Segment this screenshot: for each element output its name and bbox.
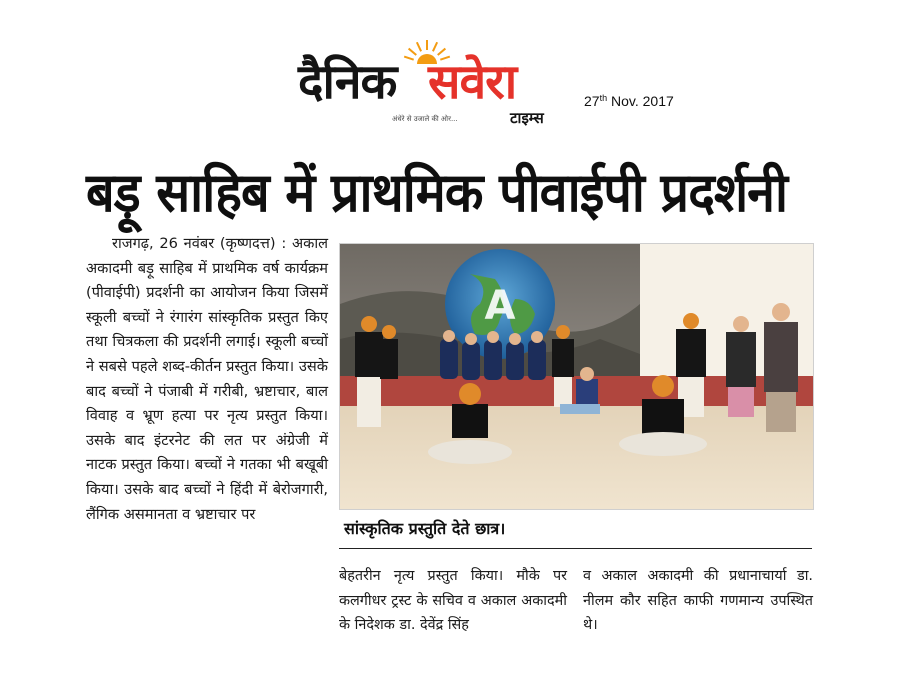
article-column-right <box>583 564 813 638</box>
masthead-name-dainik: दैनिक <box>298 54 397 110</box>
photo-illustration <box>340 244 813 509</box>
article-text-middle: बेहतरीन नृत्य प्रस्तुत किया। मौके पर कलगीधर ट्रस्ट के सचिव व अकाल अकादमी के निदेशक डा. देवेंद्र सिंह <box>339 568 567 634</box>
article-text-left: : अकाल अकादमी बड़ू साहिब में प्राथमिक वर्ष कार्यक्रम (पीवाईपी) प्रदर्शनी का आयोजन किया जिसमें स्कूली बच्चों ने रंगारंग सांस्कृतिक प्रस्तुत किए तथा चित्रकला की प्रदर्शनी लगाई। स्कूली बच्चों ने सबसे पहले शब्द-कीर्तन प्रस्तुत किया। उसके बाद बच्चों ने पंजाबी में गरीबी, भ्रष्टाचार, बाल विवाह व भ्रूण हत्या पर नृत्य प्रस्तुत किया। उसके बाद इंटरनेट की लत पर अंग्रेजी में नाटक प्रस्तुत किया। बच्चों ने गतका भी बखूबी किया। उसके बाद बच्चों ने हिंदी में बेरोजगारी, लैंगिक असमानता व भ्रष्टाचार पर <box>86 235 329 523</box>
article-column-middle <box>339 564 567 638</box>
article-text-right: व अकाल अकादमी की प्रधानाचार्या डा. नीलम कौर सहित काफी गणमान्य उपस्थित थे। <box>583 568 813 634</box>
article-body-left <box>86 232 328 527</box>
date-day: 27 <box>584 93 600 109</box>
masthead-subtitle: टाइम्स <box>510 109 544 127</box>
svg-text:A: A <box>484 283 516 329</box>
masthead-tagline: अंधेरे से उजाले की ओर... <box>392 115 458 123</box>
article-column-left <box>86 232 328 527</box>
article-byline: राजगढ़, 26 नवंबर (कृष्णदत्त) <box>112 235 276 252</box>
date-rest: Nov. 2017 <box>607 93 674 109</box>
article-headline: बड़ू साहिब में प्राथमिक पीवाईपी प्रदर्शनी <box>86 161 788 224</box>
photo-caption: सांस्कृतिक प्रस्तुति देते छात्र। <box>344 519 506 538</box>
date-suffix: th <box>599 93 608 103</box>
caption-divider <box>339 548 812 549</box>
article-photo <box>339 243 814 510</box>
masthead-name-savera: सवेरा <box>428 54 517 110</box>
publication-date <box>584 93 674 109</box>
